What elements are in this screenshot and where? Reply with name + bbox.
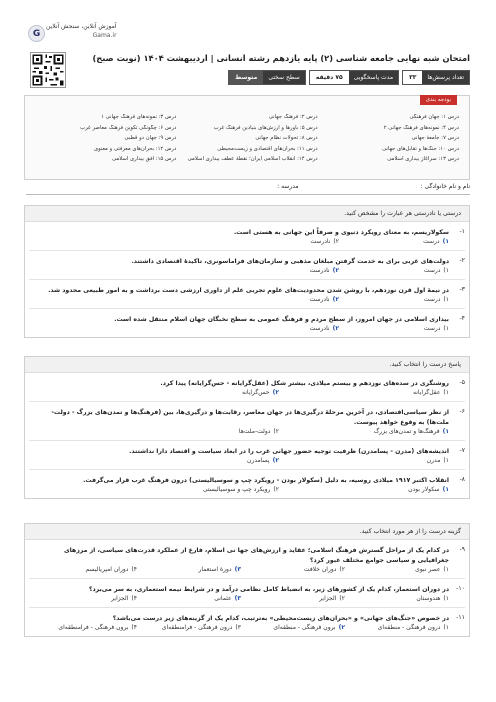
answer-option[interactable]: [109, 389, 279, 396]
answer-option[interactable]: [241, 595, 345, 602]
question-count-badge: [402, 70, 470, 85]
option-label: درست: [423, 325, 441, 332]
question-item: [25, 222, 469, 250]
option-label: رویکرد چپ و سوسیالیستی: [202, 486, 271, 493]
question-item: [25, 309, 469, 337]
difficulty-badge: [228, 70, 306, 85]
topic-item: درس ۱۴: انقلاب اسلامی ایران؛ نقطهٔ عطف بیداری اسلامی: [187, 156, 318, 162]
answer-option[interactable]: [241, 624, 345, 631]
option-number: ۴): [131, 566, 137, 573]
answer-option[interactable]: [345, 624, 449, 631]
answer-option[interactable]: [137, 624, 241, 631]
option-label: درست: [423, 238, 440, 245]
option-number: ۱): [443, 566, 449, 573]
answer-option[interactable]: [339, 267, 449, 274]
option-number: ۱): [442, 486, 449, 493]
site-header: [0, 14, 496, 48]
question-item: [25, 402, 469, 440]
site-name: آموزش آنلاین، سنجش آنلاین: [46, 23, 117, 30]
answer-options: [33, 457, 461, 464]
option-number: ۲): [272, 389, 279, 396]
question-text: در کدام یک از مراحل گسترش فرهنگ اسلامی؛ عقاید و ارزش‌های جها نی اسلام، فارغ از عملکرد قدرت‌های سیاسی، از مرزهای جغرافیایی و سیاسی جوامع مختلف عبور کرد؟: [63, 547, 449, 564]
answer-option[interactable]: [229, 238, 339, 245]
option-number: ۴): [131, 624, 137, 631]
option-number: ۲): [273, 486, 279, 493]
question-number: -۶: [459, 408, 465, 415]
option-number: ۲): [272, 457, 279, 464]
option-number: ۲): [332, 267, 339, 274]
answer-option[interactable]: [33, 624, 137, 631]
option-number: ۳): [234, 595, 241, 602]
answer-option[interactable]: [33, 595, 137, 602]
topic-item: درس ۱: جهان فرهنگی: [409, 114, 459, 120]
answer-options: [33, 389, 461, 396]
option-number: ۱): [443, 267, 449, 274]
option-number: ۱): [443, 457, 449, 464]
question-item: [25, 441, 469, 469]
topics-box: [24, 95, 470, 180]
answer-option[interactable]: [137, 595, 241, 602]
option-number: ۱): [443, 325, 449, 332]
option-label: برون فرهنگی - منطقه‌ای: [273, 624, 336, 631]
option-number: ۲): [332, 325, 339, 332]
school-label: مدرسه :: [277, 183, 299, 190]
meta-value: ۳۳: [403, 71, 422, 84]
meta-label: تعداد پرسش‌ها: [422, 71, 469, 84]
option-number: ۳): [235, 624, 241, 631]
question-text: از نظر سیاسی‌اقتصادی، در آخرین مرحلهٔ درگیری‌ها در جهان معاصر، رقابت‌ها و درگیری‌ها، بین (فرهنگ‌ها و تمدن‌های بزرگ - دولت-ملت‌ها) به وقوع خواهد پیوست.: [51, 409, 449, 426]
topic-item: درس ۱۱: بحران‌های اقتصادی و زیست‌محیطی: [217, 145, 318, 152]
option-label: الجزایر: [319, 595, 337, 602]
option-label: دوران خلافت: [303, 566, 337, 573]
qr-code-icon: [30, 52, 66, 88]
option-number: ۲): [338, 624, 345, 631]
divider: [26, 194, 470, 195]
topic-item: درس ۷: جامعهٔ جهانی: [411, 135, 459, 141]
question-section: [24, 523, 470, 637]
answer-options: [33, 325, 461, 332]
option-number: ۲): [273, 428, 279, 435]
gama-logo-icon: G: [28, 25, 45, 42]
answer-option[interactable]: [345, 566, 449, 573]
student-info-row: [26, 183, 470, 190]
meta-label: سطح سختی: [263, 71, 304, 84]
topic-item: درس ۴: نمونه‌های فرهنگ جهانی ۲: [383, 124, 459, 131]
option-label: الجزایر: [111, 595, 129, 602]
option-label: دولت-ملت‌ها: [238, 428, 271, 435]
option-number: ۲): [339, 595, 345, 602]
option-label: دوران امپریالیسم: [85, 566, 129, 573]
option-label: دورهٔ استعمار: [198, 566, 232, 573]
site-url[interactable]: Gama.ir: [92, 32, 117, 39]
section-heading: درستی یا نادرستی هر عبارت را مشخص کنید.: [25, 206, 469, 222]
option-label: نادرست: [309, 325, 330, 332]
answer-options: [33, 296, 461, 303]
question-item: [25, 540, 469, 578]
topic-item: درس ۳: نمونه‌های فرهنگ جهانی ۱: [101, 114, 177, 120]
question-number: -۹: [459, 546, 465, 553]
option-number: ۳): [234, 566, 241, 573]
answer-options: [33, 566, 461, 573]
answer-option[interactable]: [339, 296, 449, 303]
question-section: [24, 356, 470, 499]
answer-option[interactable]: [241, 566, 345, 573]
answer-option[interactable]: [229, 267, 339, 274]
answer-option[interactable]: [279, 428, 449, 435]
answer-option[interactable]: [229, 325, 339, 332]
option-label: عقل‌گرایانه: [413, 389, 441, 396]
topic-item: درس ۵: باورها و ارزش‌های بنیادین فرهنگ غرب: [213, 124, 318, 131]
option-label: فرهنگ‌ها و تمدن‌های بزرگ: [373, 428, 440, 435]
topic-item: درس ۹: جهان دو قطبی: [124, 135, 177, 141]
option-number: ۱): [442, 428, 449, 435]
name-label: نام و نام خانوادگی :: [420, 183, 470, 190]
option-number: ۱): [443, 389, 449, 396]
option-label: هندوستان: [416, 595, 441, 602]
answer-options: [33, 428, 461, 435]
option-number: ۲): [333, 238, 339, 245]
meta-value: ۷۵ دقیقه: [310, 71, 349, 84]
question-text: در نیمهٔ اول قرن نوزدهم، با روشن شدن محدودیت‌های علوم تجربی علم از داوری ارزشی دست برداشت و به امور طبیعی محدود شد.: [48, 287, 449, 294]
answer-option[interactable]: [345, 595, 449, 602]
option-label: درون فرهنگی - فرامنطقه‌ای: [161, 624, 233, 631]
question-text: سکولاریسم، به معنای رویکرد دنیوی و صرفاً این جهانی به هستی است.: [233, 229, 449, 236]
question-text: دولت‌های غربی برای به خدمت گرفتن مبلغان مذهبی و سازمان‌های فراماسونری، تاکیدهٔ اقتصادی داشتند.: [131, 258, 449, 265]
answer-option[interactable]: [279, 486, 449, 493]
question-item: [25, 470, 469, 498]
exam-meta: [228, 70, 470, 85]
question-item: [25, 579, 469, 607]
answer-option[interactable]: [279, 457, 449, 464]
option-number: ۴): [131, 595, 137, 602]
answer-option[interactable]: [33, 566, 137, 573]
option-label: نادرست: [309, 267, 330, 274]
question-text: بیداری اسلامی در جهان امروز، از سطح مردم و فرهنگ عمومی به سطح نخبگان جهان اسلام منتقل شده است.: [114, 316, 449, 323]
answer-option[interactable]: [109, 428, 279, 435]
answer-option[interactable]: [109, 457, 279, 464]
option-label: حس‌گرایانه: [242, 389, 270, 396]
question-text: انقلاب اکتبر ۱۹۱۷ میلادی روسیه، به دلیل (سکولار بودن - رویکرد چپ و سوسیالیستی) درون فرهنگ غرب قرار می‌گرفت.: [83, 477, 449, 484]
duration-badge: [309, 70, 399, 85]
question-text: روشنگری در سده‌های نوزدهم و بیستم میلادی، بیشتر شکل (عقل‌گرایانه - حس‌گرایانه) پیدا کرد.: [160, 380, 449, 387]
answer-options: [33, 267, 461, 274]
question-number: -۱۱: [456, 614, 465, 621]
topic-item: درس ۸: تحولات نظام جهانی: [255, 135, 318, 141]
topics-badge: بودجه بندی: [420, 95, 457, 105]
meta-value: متوسط: [229, 71, 263, 84]
topic-item: درس ۶: چگونگی تکوین فرهنگ معاصر غرب: [80, 124, 177, 131]
answer-options: [33, 486, 461, 493]
option-number: ۱): [443, 296, 449, 303]
option-label: درست: [423, 296, 441, 303]
question-item: [25, 251, 469, 279]
question-number: -۳: [459, 286, 465, 293]
question-item: [25, 608, 469, 636]
option-label: نادرست: [310, 238, 331, 245]
answer-option[interactable]: [339, 325, 449, 332]
option-label: سکولار بودن: [408, 486, 440, 493]
question-section: [24, 205, 470, 338]
section-heading: گزینه درست را از هر مورد انتخاب کنید.: [25, 524, 469, 540]
option-label: عصر نبوی: [415, 566, 441, 573]
question-text: اندیشه‌های (مدرن - پسامدرن) ظرفیت توجیه حضور جهانی غرب را در ابعاد سیاست و اقتصاد دارا نداشتند.: [129, 448, 449, 455]
option-label: مدرن: [426, 457, 441, 464]
question-number: -۴: [459, 315, 465, 322]
option-number: ۱): [443, 624, 449, 631]
answer-options: [33, 624, 461, 631]
question-number: -۸: [459, 476, 465, 483]
topic-item: درس ۱۲: بحران‌های معرفتی و معنوی: [94, 145, 177, 152]
question-number: -۵: [459, 379, 465, 386]
question-number: -۱: [459, 228, 465, 235]
site-branding: [46, 22, 117, 40]
exam-title: امتحان شبه نهایی جامعه شناسی (۲) پایه یازدهم رشته انسانی | اردیبهشت ۱۴۰۴ (نوبت صبح): [92, 53, 470, 63]
answer-option[interactable]: [339, 238, 449, 245]
question-text: در خصوص «جنگ‌های جهانی» و «بحران‌های زیست‌محیطی» به‌ترتیب، کدام یک از گزینه‌های زیر درست می‌باشد؟: [112, 615, 449, 622]
question-item: [25, 280, 469, 308]
topic-item: درس ۱۵: افق بیداری اسلامی: [111, 156, 177, 162]
answer-option[interactable]: [229, 296, 339, 303]
option-label: برون فرهنگی - فرامنطقه‌ای: [58, 624, 129, 631]
answer-option[interactable]: [109, 486, 279, 493]
answer-options: [33, 238, 461, 245]
question-number: -۱۰: [456, 585, 465, 592]
option-number: ۲): [332, 296, 339, 303]
answer-option[interactable]: [137, 566, 241, 573]
option-label: نادرست: [309, 296, 330, 303]
question-item: [25, 373, 469, 401]
option-label: درست: [423, 267, 441, 274]
answer-options: [33, 595, 461, 602]
topics-grid: [35, 114, 459, 167]
answer-option[interactable]: [279, 389, 449, 396]
question-text: در دوران استعمار، کدام یک از کشورهای زیر، به انضباط کامل نظامی درآمد و در شرایط نیمه استعماری، به سر می‌برد؟: [88, 586, 449, 593]
question-number: -۲: [459, 257, 465, 264]
option-label: عثمانی: [214, 595, 232, 602]
option-number: ۲): [339, 566, 345, 573]
option-label: پسامدرن: [247, 457, 270, 464]
topic-item: درس ۱۳: سرآغاز بیداری اسلامی: [387, 156, 459, 162]
meta-label: مدت پاسخگویی: [349, 71, 398, 84]
option-label: درون فرهنگی - منطقه‌ای: [377, 624, 441, 631]
topic-item: درس ۲: فرهنگ جهانی: [268, 114, 318, 120]
topic-item: درس ۱۰: جنگ‌ها و تقابل‌های جهانی: [382, 145, 459, 152]
section-heading: پاسخ درست را انتخاب کنید.: [25, 357, 469, 373]
option-number: ۱): [442, 238, 449, 245]
option-number: ۱): [443, 595, 449, 602]
question-number: -۷: [459, 447, 465, 454]
